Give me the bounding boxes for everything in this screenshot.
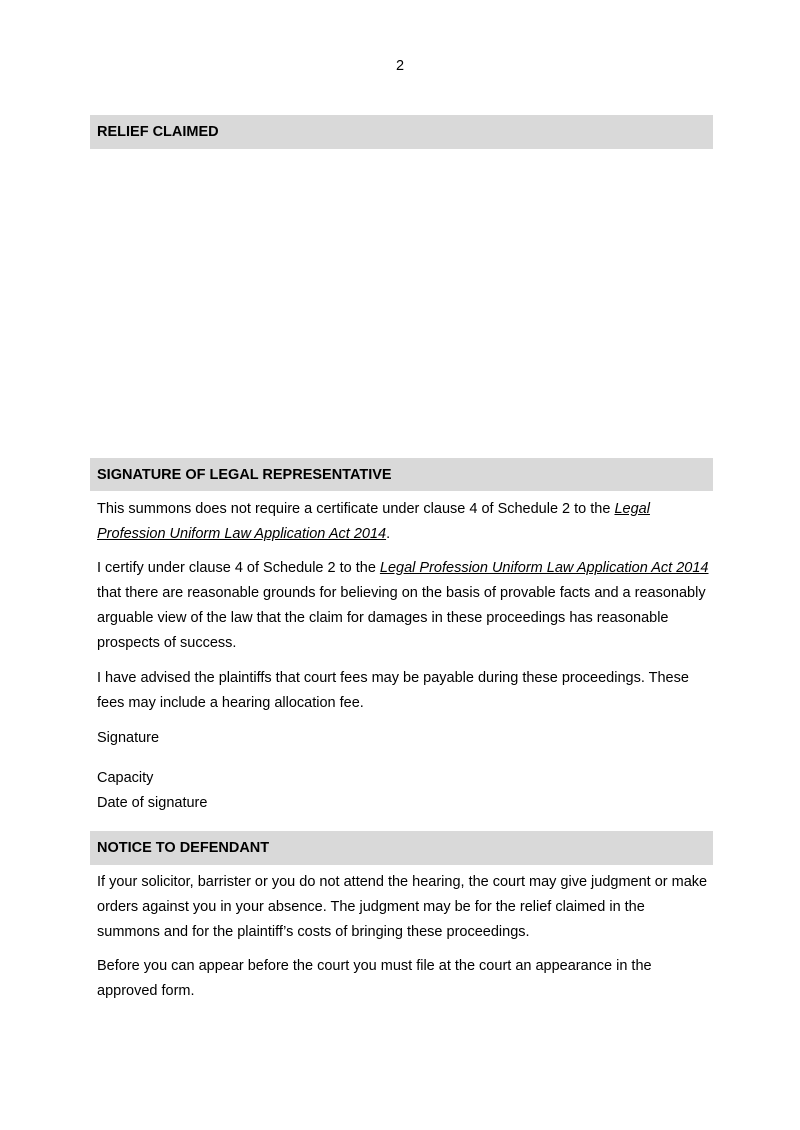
act-reference-link[interactable]: Legal Profession Uniform Law Application Act 2014 xyxy=(379,560,709,576)
signature-label: Signature xyxy=(97,730,160,746)
section-heading-signature xyxy=(90,458,713,491)
act-reference-link[interactable]: Legal Profession Uniform Law Application Act 2014 xyxy=(97,501,650,542)
page-number: 2 xyxy=(395,58,405,74)
section-heading-relief-claimed xyxy=(90,115,713,149)
court-fees-paragraph: I have advised the plaintiffs that court fees may be payable during these proceedings. These fees may include a hearing allocation fee. xyxy=(97,670,689,711)
relief-claimed-heading: RELIEF CLAIMED xyxy=(97,124,219,140)
certificate-not-required-paragraph: This summons does not require a certificate under clause 4 of Schedule 2 to the Legal Profession Uniform Law Application Act 2014. xyxy=(97,501,650,542)
date-of-signature-label: Date of signature xyxy=(97,795,208,811)
capacity-label: Capacity xyxy=(97,770,154,786)
notice-appearance-paragraph: Before you can appear before the court you must file at the court an appearance in the approved form. xyxy=(97,958,652,999)
notice-heading: NOTICE TO DEFENDANT xyxy=(97,840,270,856)
signature-heading: SIGNATURE OF LEGAL REPRESENTATIVE xyxy=(97,466,392,483)
certification-paragraph: I certify under clause 4 of Schedule 2 to the Legal Profession Uniform Law Application Act 2014 that there are reasonable grounds for believing on the basis of provable facts and a reasonably arguable view of the law that the claim for damages in these proceedings has reasonable prospects of success. xyxy=(97,560,709,651)
notice-attendance-paragraph: If your solicitor, barrister or you do not attend the hearing, the court may give judgment or make orders against you in your absence. The judgment may be for the relief claimed in the summons and for the plaintiff’s costs of bringing these proceedings. xyxy=(97,874,708,940)
section-heading-notice xyxy=(90,831,713,865)
